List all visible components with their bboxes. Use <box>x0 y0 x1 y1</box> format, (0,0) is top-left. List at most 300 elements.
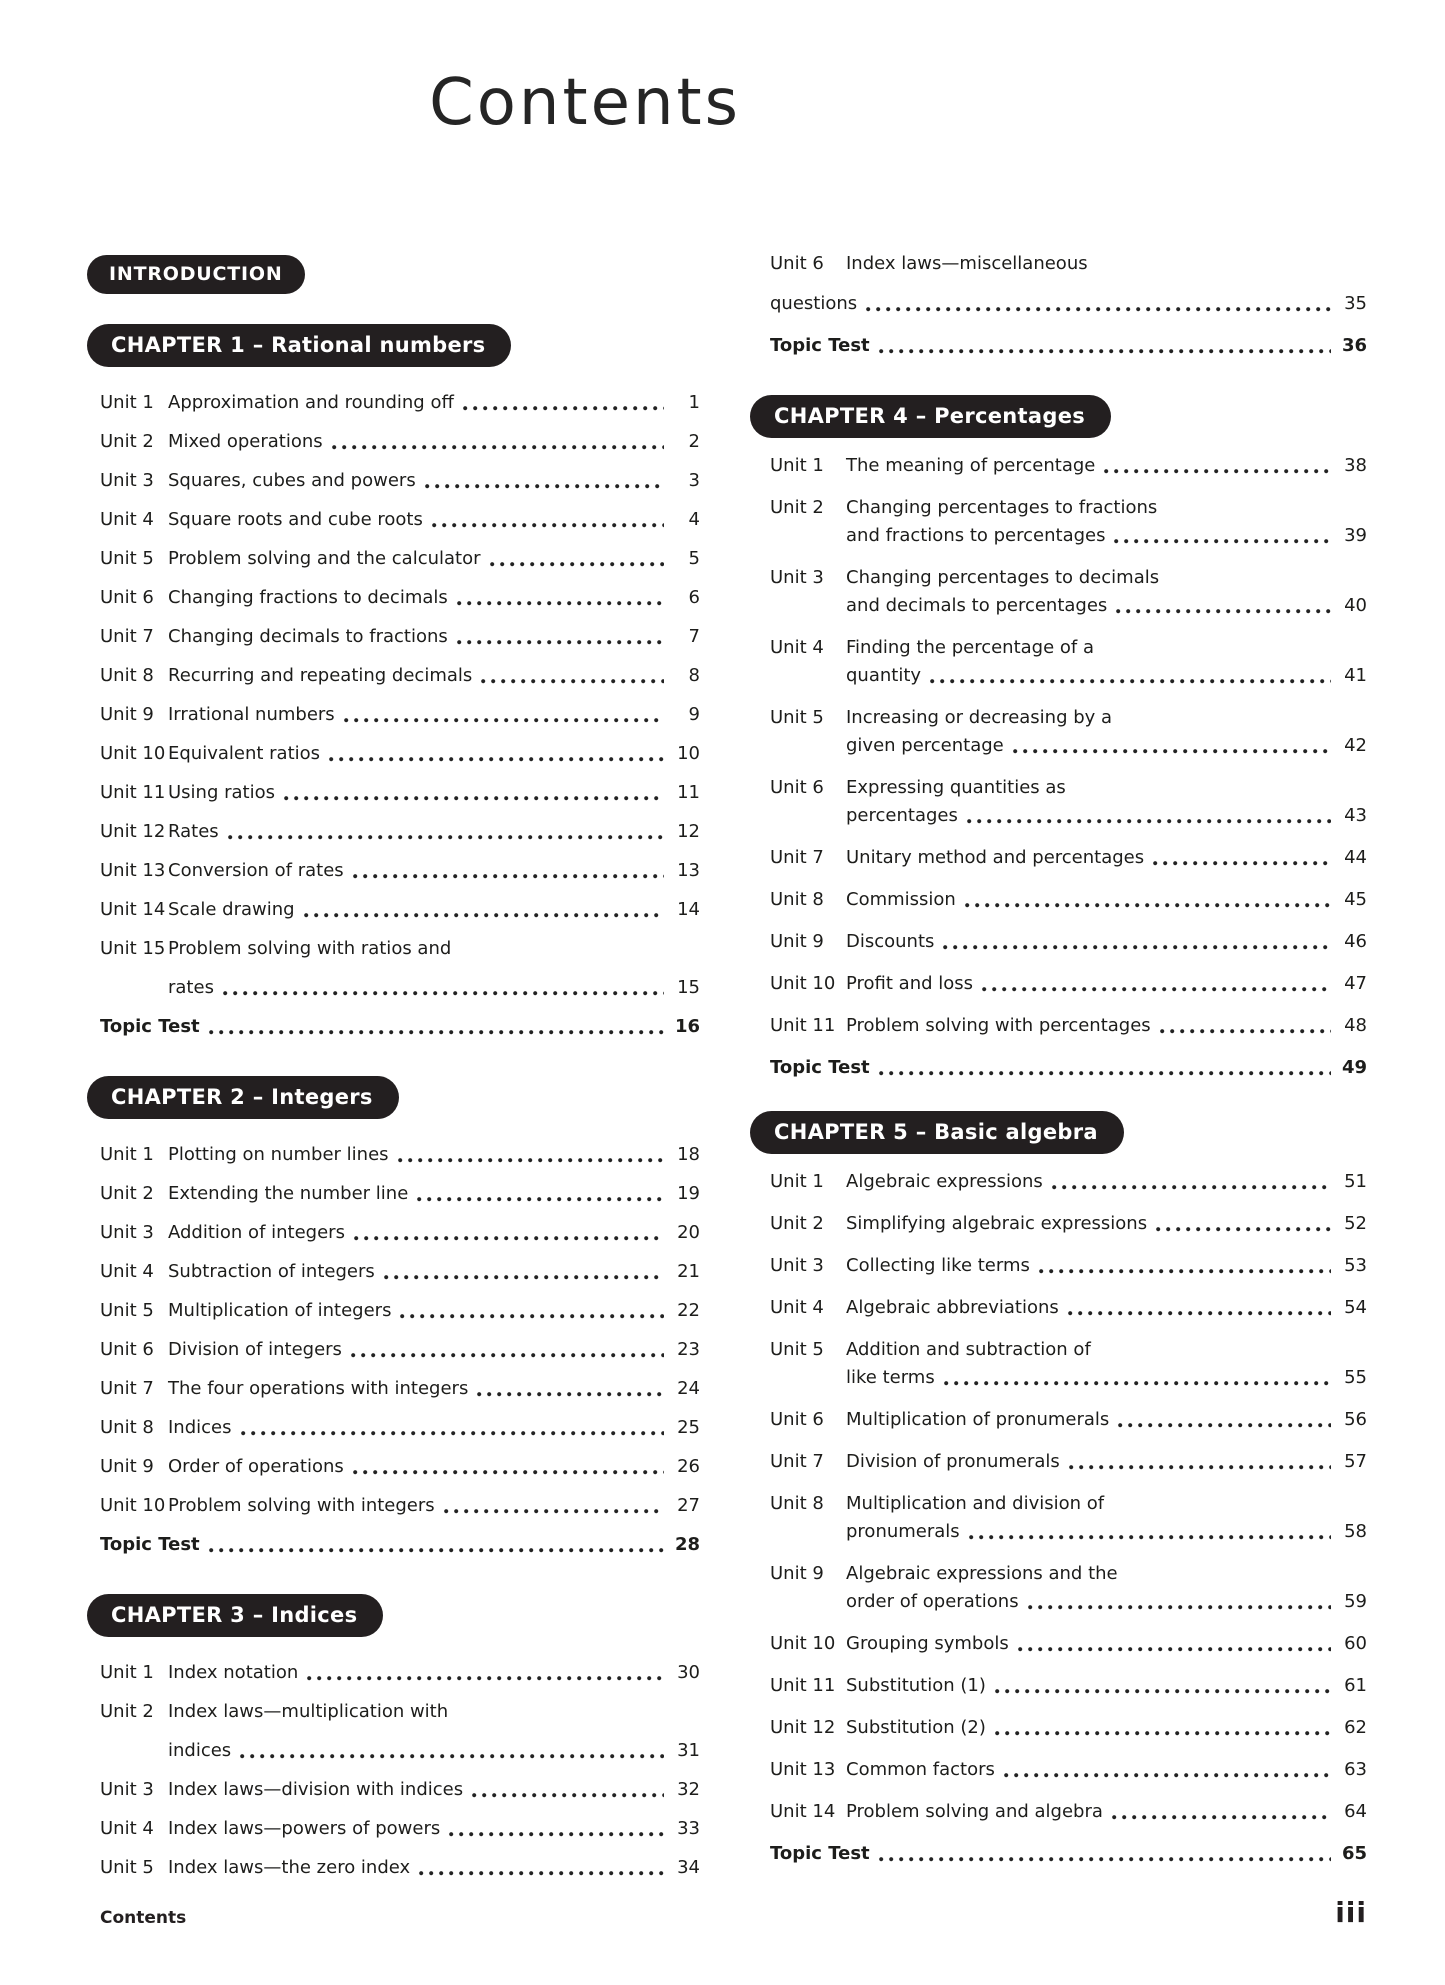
dot-leader <box>444 1509 664 1514</box>
page-number: 16 <box>674 1016 700 1037</box>
entry-title: Algebraic expressions <box>846 1170 1043 1192</box>
page-number: 40 <box>1344 594 1367 616</box>
entry-title: Division of pronumerals <box>846 1450 1060 1472</box>
unit-label: Unit 3 <box>100 1222 154 1243</box>
toc-line <box>100 929 700 968</box>
dot-leader <box>879 1857 1331 1862</box>
dot-leader <box>1013 749 1331 754</box>
unit-label: Unit 4 <box>100 1261 154 1282</box>
unit-label: Unit 3 <box>100 1779 154 1800</box>
dot-leader <box>967 819 1331 824</box>
page-number: 46 <box>1344 930 1367 952</box>
toc-entry <box>100 1252 700 1291</box>
entry-title: Scale drawing <box>168 899 295 920</box>
footer-page-number: iii <box>1335 1896 1367 1929</box>
entry-title: and fractions to percentages <box>846 524 1106 546</box>
page-number: 5 <box>688 548 700 569</box>
dot-leader <box>490 562 665 567</box>
unit-label: Unit 13 <box>100 860 166 881</box>
entry-title: Multiplication of pronumerals <box>846 1408 1110 1430</box>
toc-entry <box>770 1053 1367 1081</box>
toc-line <box>770 493 1367 521</box>
dot-leader <box>1068 1311 1331 1316</box>
page-number: 9 <box>688 704 700 725</box>
toc-line <box>100 1770 700 1809</box>
unit-label: Unit 10 <box>100 743 166 764</box>
entry-title: given percentage <box>846 734 1004 756</box>
toc-entry <box>770 885 1367 913</box>
dot-leader <box>332 445 664 450</box>
toc-line <box>100 890 700 929</box>
chapter-block <box>100 1594 700 1887</box>
entry-title: The meaning of percentage <box>846 454 1096 476</box>
entry-title: Problem solving with ratios and <box>168 938 452 959</box>
page-number: 60 <box>1344 1632 1367 1654</box>
dot-leader <box>944 1381 1331 1386</box>
entry-title: Substitution (2) <box>846 1716 986 1738</box>
toc-line <box>770 591 1367 619</box>
toc-line <box>100 1291 700 1330</box>
unit-label: Unit 14 <box>100 899 166 920</box>
page-number: 32 <box>677 1779 700 1800</box>
toc-line <box>770 1755 1367 1783</box>
toc-line <box>770 1335 1367 1363</box>
dot-leader <box>1004 1773 1331 1778</box>
page-number: 45 <box>1344 888 1367 910</box>
toc-line <box>770 1489 1367 1517</box>
page-number: 10 <box>677 743 700 764</box>
toc-line <box>100 1692 700 1731</box>
unit-label: Unit 10 <box>770 1632 836 1654</box>
toc-column-left <box>100 255 700 1887</box>
page-number: 31 <box>677 1740 700 1761</box>
toc-line <box>770 731 1367 759</box>
toc-entry <box>770 703 1367 759</box>
entry-title: Multiplication of integers <box>168 1300 392 1321</box>
toc-line <box>770 243 1367 283</box>
page-number: 65 <box>1341 1842 1367 1864</box>
toc-entry <box>770 1293 1367 1321</box>
toc-entry <box>770 1167 1367 1195</box>
entry-title: Square roots and cube roots <box>168 509 423 530</box>
toc-line <box>770 1797 1367 1825</box>
toc-line <box>770 703 1367 731</box>
toc-line <box>100 1252 700 1291</box>
page-number: 15 <box>677 977 700 998</box>
toc-line <box>100 383 700 422</box>
toc-entry <box>100 500 700 539</box>
unit-label: Unit 1 <box>100 392 154 413</box>
unit-label: Unit 3 <box>770 566 824 588</box>
dot-leader <box>223 991 664 996</box>
introduction-badge: INTRODUCTION <box>87 255 305 294</box>
toc-entry <box>100 461 700 500</box>
entry-title: Conversion of rates <box>168 860 344 881</box>
dot-leader <box>1069 1465 1331 1470</box>
page-number: 24 <box>677 1378 700 1399</box>
dot-leader <box>1116 609 1331 614</box>
toc-entry <box>100 1525 700 1564</box>
entry-title: Topic Test <box>100 1534 200 1555</box>
entry-title: Simplifying algebraic expressions <box>846 1212 1148 1234</box>
entry-title: quantity <box>846 664 922 686</box>
unit-label: Unit 3 <box>770 1254 824 1276</box>
toc-entry <box>100 929 700 1007</box>
toc-line <box>770 521 1367 549</box>
page-number: 13 <box>677 860 700 881</box>
entry-title: Equivalent ratios <box>168 743 321 764</box>
unit-label: Unit 10 <box>100 1495 166 1516</box>
toc-line <box>100 1135 700 1174</box>
toc-line <box>770 1713 1367 1741</box>
unit-label: Unit 6 <box>770 776 824 798</box>
entry-title: rates <box>168 977 214 998</box>
unit-label: Unit 2 <box>100 1701 154 1722</box>
unit-label: Unit 10 <box>770 972 836 994</box>
entry-title: Substitution (1) <box>846 1674 986 1696</box>
toc-line <box>770 843 1367 871</box>
entry-title: Squares, cubes and powers <box>168 470 416 491</box>
page-number: 7 <box>688 626 700 647</box>
entry-title: Collecting like terms <box>846 1254 1030 1276</box>
page-number: 49 <box>1341 1056 1367 1078</box>
page-number: 35 <box>1344 292 1367 314</box>
dot-leader <box>400 1314 664 1319</box>
toc-line <box>770 1209 1367 1237</box>
toc-line <box>770 1011 1367 1039</box>
page-number: 2 <box>688 431 700 452</box>
page-number: 11 <box>677 782 700 803</box>
unit-label: Unit 9 <box>770 1562 824 1584</box>
dot-leader <box>351 1353 664 1358</box>
dot-leader <box>353 1470 664 1475</box>
toc-line <box>770 1363 1367 1391</box>
toc-entry <box>770 969 1367 997</box>
entry-title: Irrational numbers <box>168 704 335 725</box>
unit-label: Unit 5 <box>100 1857 154 1878</box>
page-number: 3 <box>688 470 700 491</box>
chapter-title: CHAPTER 2 – Integers <box>87 1076 399 1119</box>
entry-title: questions <box>770 292 858 314</box>
toc-entry <box>770 1629 1367 1657</box>
toc-entry <box>100 578 700 617</box>
dot-leader <box>241 1431 665 1436</box>
toc-column-right <box>770 243 1367 1881</box>
unit-label: Unit 12 <box>100 821 166 842</box>
entry-title: Order of operations <box>168 1456 344 1477</box>
toc-line <box>100 734 700 773</box>
page-number: 56 <box>1344 1408 1367 1430</box>
page-number: 20 <box>677 1222 700 1243</box>
toc-entry <box>770 1405 1367 1433</box>
toc-entry <box>770 563 1367 619</box>
entry-title: Unitary method and percentages <box>846 846 1145 868</box>
toc-line <box>770 633 1367 661</box>
toc-line <box>770 969 1367 997</box>
dot-leader <box>1153 861 1331 866</box>
entry-title: Addition of integers <box>168 1222 345 1243</box>
dot-leader <box>1104 469 1331 474</box>
toc-line <box>100 1174 700 1213</box>
unit-label: Unit 5 <box>100 1300 154 1321</box>
entry-title: Changing fractions to decimals <box>168 587 448 608</box>
page-number: 55 <box>1344 1366 1367 1388</box>
toc-line <box>100 812 700 851</box>
continuation-block <box>770 243 1367 365</box>
page-number: 62 <box>1344 1716 1367 1738</box>
toc-line <box>770 801 1367 829</box>
toc-entry <box>770 1671 1367 1699</box>
entry-title: Index laws—powers of powers <box>168 1818 441 1839</box>
dot-leader <box>982 987 1331 992</box>
chapter-block <box>100 1076 700 1564</box>
entry-title: Changing percentages to fractions <box>846 496 1158 518</box>
toc-line <box>770 325 1367 365</box>
unit-label: Unit 2 <box>770 496 824 518</box>
toc-entry <box>770 1489 1367 1545</box>
entry-title: Rates <box>168 821 219 842</box>
toc-entry <box>100 1486 700 1525</box>
page-number: 63 <box>1344 1758 1367 1780</box>
toc-line <box>100 617 700 656</box>
toc-line <box>770 1053 1367 1081</box>
dot-leader <box>866 307 1331 312</box>
page-number: 44 <box>1344 846 1367 868</box>
chapter-block <box>770 395 1367 1081</box>
dot-leader <box>354 1236 664 1241</box>
toc-entry <box>770 1251 1367 1279</box>
entry-title: and decimals to percentages <box>846 594 1108 616</box>
page-number: 23 <box>677 1339 700 1360</box>
dot-leader <box>879 1071 1331 1076</box>
toc-entry <box>770 1447 1367 1475</box>
entry-title: Division of integers <box>168 1339 342 1360</box>
entry-title: Index laws—miscellaneous <box>846 252 1088 274</box>
page-number: 43 <box>1344 804 1367 826</box>
page-number: 4 <box>688 509 700 530</box>
dot-leader <box>472 1793 664 1798</box>
entry-title: Index laws—the zero index <box>168 1857 411 1878</box>
unit-label: Unit 2 <box>770 1212 824 1234</box>
entry-title: like terms <box>846 1366 935 1388</box>
toc-line <box>100 461 700 500</box>
toc-entry <box>770 1209 1367 1237</box>
entry-title: Addition and subtraction of <box>846 1338 1091 1360</box>
entry-list <box>770 451 1367 1081</box>
page-number: 59 <box>1344 1590 1367 1612</box>
page-number: 61 <box>1344 1674 1367 1696</box>
dot-leader <box>995 1689 1331 1694</box>
toc-entry <box>100 1692 700 1770</box>
toc-line <box>770 1405 1367 1433</box>
toc-entry <box>770 325 1367 365</box>
unit-label: Unit 9 <box>100 704 154 725</box>
entry-title: Topic Test <box>770 334 870 356</box>
page-number: 6 <box>688 587 700 608</box>
introduction-badge-block <box>100 255 700 294</box>
unit-label: Unit 11 <box>770 1014 836 1036</box>
entry-title: Plotting on number lines <box>168 1144 389 1165</box>
dot-leader <box>1118 1423 1331 1428</box>
toc-line <box>770 885 1367 913</box>
entry-title: Commission <box>846 888 956 910</box>
page-number: 57 <box>1344 1450 1367 1472</box>
page-number: 25 <box>677 1417 700 1438</box>
unit-label: Unit 6 <box>100 587 154 608</box>
toc-entry <box>770 1335 1367 1391</box>
entry-title: Extending the number line <box>168 1183 409 1204</box>
dot-leader <box>398 1158 664 1163</box>
entry-title: Subtraction of integers <box>168 1261 375 1282</box>
page-number: 14 <box>677 899 700 920</box>
dot-leader <box>209 1548 664 1553</box>
unit-label: Unit 4 <box>770 636 824 658</box>
toc-entry <box>100 1848 700 1887</box>
toc-line <box>770 1167 1367 1195</box>
entry-title: Multiplication and division of <box>846 1492 1105 1514</box>
entry-title: Common factors <box>846 1758 995 1780</box>
toc-line <box>100 422 700 461</box>
toc-entry <box>100 695 700 734</box>
toc-line <box>770 1587 1367 1615</box>
entry-title: Using ratios <box>168 782 275 803</box>
page-number: 38 <box>1344 454 1367 476</box>
entry-title: order of operations <box>846 1590 1019 1612</box>
page-number: 33 <box>677 1818 700 1839</box>
page-number: 36 <box>1341 334 1367 356</box>
entry-title: Topic Test <box>770 1842 870 1864</box>
toc-entry <box>100 1213 700 1252</box>
toc-line <box>770 283 1367 323</box>
toc-entry <box>100 1770 700 1809</box>
page-number: 21 <box>677 1261 700 1282</box>
entry-title: indices <box>168 1740 232 1761</box>
toc-entry <box>100 539 700 578</box>
page-number: 19 <box>677 1183 700 1204</box>
toc-entry <box>100 1369 700 1408</box>
toc-line <box>100 695 700 734</box>
dot-leader <box>1160 1029 1331 1034</box>
toc-entry <box>770 1011 1367 1039</box>
entry-title: Changing decimals to fractions <box>168 626 448 647</box>
unit-label: Unit 6 <box>100 1339 154 1360</box>
page-number: 22 <box>677 1300 700 1321</box>
toc-entry <box>100 851 700 890</box>
toc-line <box>100 1809 700 1848</box>
dot-leader <box>240 1754 664 1759</box>
toc-entry <box>770 1755 1367 1783</box>
toc-line <box>100 1525 700 1564</box>
dot-leader <box>879 349 1331 354</box>
entry-title: Finding the percentage of a <box>846 636 1094 658</box>
toc-entry <box>770 243 1367 323</box>
chapter-title: CHAPTER 1 – Rational numbers <box>87 324 511 367</box>
page-number: 27 <box>677 1495 700 1516</box>
entry-title: Algebraic abbreviations <box>846 1296 1059 1318</box>
entry-title: percentages <box>846 804 958 826</box>
toc-line <box>100 851 700 890</box>
toc-entry <box>100 1007 700 1046</box>
toc-entry <box>100 1330 700 1369</box>
dot-leader <box>457 640 664 645</box>
toc-entry <box>770 1839 1367 1867</box>
page-number: 28 <box>674 1534 700 1555</box>
dot-leader <box>965 903 1331 908</box>
dot-leader <box>353 874 664 879</box>
entry-title: Problem solving with percentages <box>846 1014 1151 1036</box>
toc-line <box>770 1671 1367 1699</box>
toc-entry <box>770 773 1367 829</box>
entry-title: Grouping symbols <box>846 1632 1009 1654</box>
dot-leader <box>344 718 664 723</box>
unit-label: Unit 1 <box>770 1170 824 1192</box>
toc-line <box>770 1839 1367 1867</box>
toc-entry <box>100 1408 700 1447</box>
toc-line <box>100 1330 700 1369</box>
toc-line <box>100 578 700 617</box>
unit-label: Unit 5 <box>100 548 154 569</box>
unit-label: Unit 1 <box>100 1662 154 1683</box>
toc-entry <box>100 812 700 851</box>
toc-line <box>100 1447 700 1486</box>
page-number: 1 <box>688 392 700 413</box>
entry-title: The four operations with integers <box>168 1378 469 1399</box>
dot-leader <box>1112 1815 1331 1820</box>
entry-title: Mixed operations <box>168 431 323 452</box>
unit-label: Unit 13 <box>770 1758 836 1780</box>
unit-label: Unit 6 <box>770 1408 824 1430</box>
dot-leader <box>969 1535 1331 1540</box>
toc-line <box>770 451 1367 479</box>
unit-label: Unit 9 <box>100 1456 154 1477</box>
entry-title: Indices <box>168 1417 232 1438</box>
entry-title: Topic Test <box>770 1056 870 1078</box>
toc-entry <box>100 1447 700 1486</box>
toc-line <box>770 1293 1367 1321</box>
toc-entry <box>100 1174 700 1213</box>
toc-entry <box>100 734 700 773</box>
toc-entry <box>770 633 1367 689</box>
unit-label: Unit 1 <box>100 1144 154 1165</box>
page-number: 30 <box>677 1662 700 1683</box>
entry-list <box>100 1653 700 1887</box>
page-number: 12 <box>677 821 700 842</box>
dot-leader <box>304 913 664 918</box>
entry-list <box>770 1167 1367 1867</box>
unit-label: Unit 1 <box>770 454 824 476</box>
entry-title: Index laws—division with indices <box>168 1779 464 1800</box>
toc-line <box>100 1848 700 1887</box>
page-number: 47 <box>1344 972 1367 994</box>
page-title: Contents <box>429 66 741 140</box>
dot-leader <box>477 1392 664 1397</box>
unit-label: Unit 2 <box>100 431 154 452</box>
entry-title: Index notation <box>168 1662 299 1683</box>
entry-title: Algebraic expressions and the <box>846 1562 1118 1584</box>
unit-label: Unit 11 <box>770 1674 836 1696</box>
dot-leader <box>417 1197 664 1202</box>
toc-line <box>100 1653 700 1692</box>
entry-title: Discounts <box>846 930 935 952</box>
page-number: 64 <box>1344 1800 1367 1822</box>
dot-leader <box>209 1030 664 1035</box>
dot-leader <box>1018 1647 1331 1652</box>
toc-entry <box>770 493 1367 549</box>
entry-list <box>100 383 700 1046</box>
unit-label: Unit 8 <box>770 1492 824 1514</box>
unit-label: Unit 6 <box>770 252 824 274</box>
unit-label: Unit 15 <box>100 938 166 959</box>
